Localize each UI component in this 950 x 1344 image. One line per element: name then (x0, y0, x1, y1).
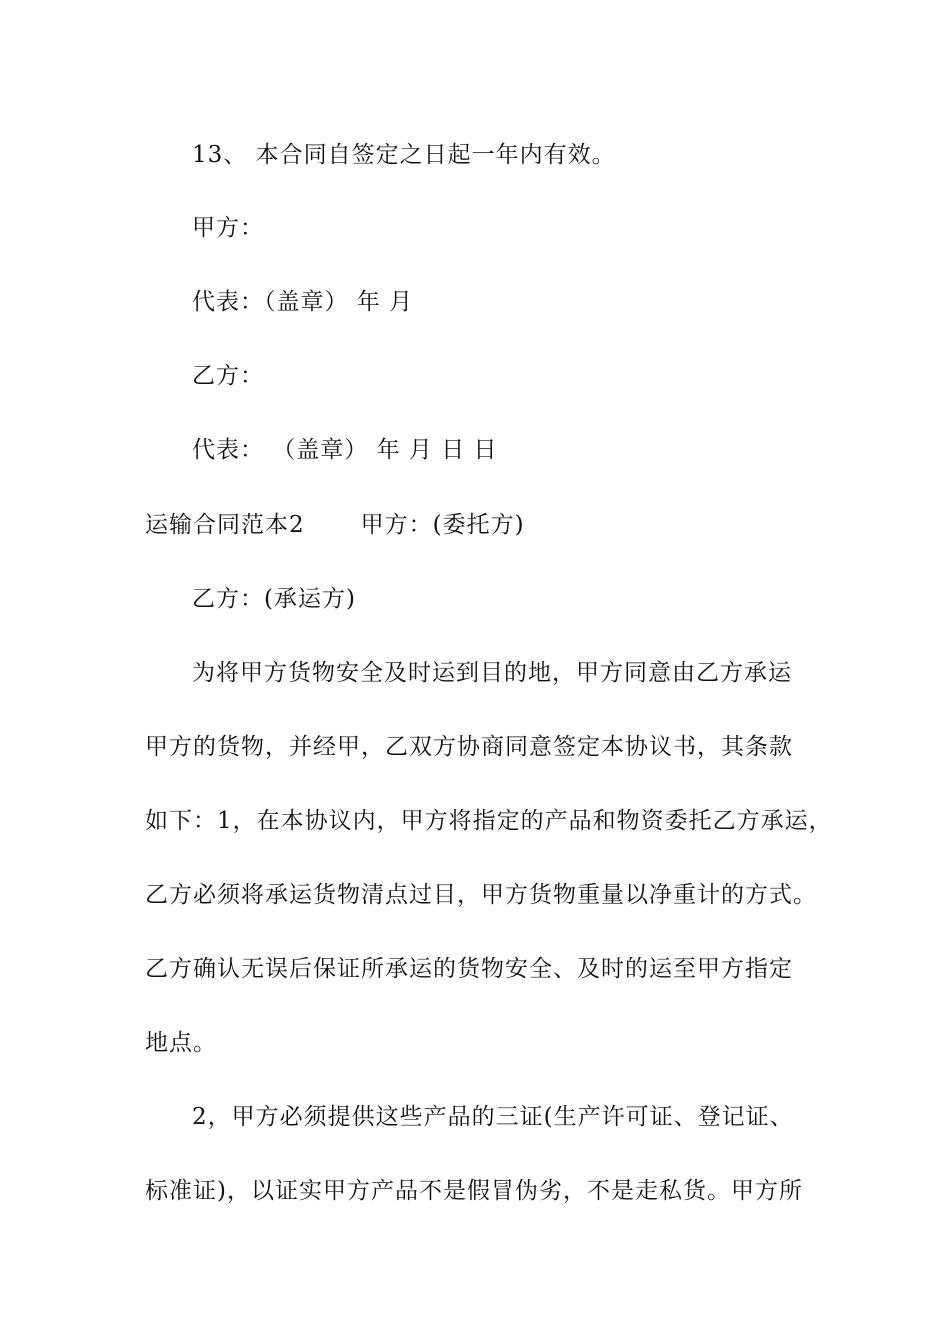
section-title: 运输合同范本2 (145, 512, 305, 538)
clause-13-text: 13、 本合同自签定之日起一年内有效。 (192, 142, 616, 168)
party-a-consignor: 甲方：(委托方) (360, 512, 525, 538)
section-title-line (145, 505, 825, 545)
paragraph-line: 地点。 (145, 1030, 217, 1056)
paragraph-line: 乙方必须将承运货物清点过目，甲方货物重量以净重计的方式。 (145, 882, 817, 908)
paragraph-line: 如下：1，在本协议内，甲方将指定的产品和物资委托乙方承运， (145, 808, 833, 834)
paragraph-line: 乙方确认无误后保证所承运的货物安全、及时的运至甲方指定 (145, 956, 793, 982)
party-b-carrier: 乙方：(承运方) (192, 586, 356, 612)
party-a-label: 甲方： (192, 215, 264, 241)
paragraph-line: 标准证)，以证实甲方产品不是假冒伪劣，不是走私货。甲方所 (145, 1178, 803, 1204)
paragraph-line: 为将甲方货物安全及时运到目的地，甲方同意由乙方承运 (192, 660, 792, 686)
paragraph-line: 2，甲方必须提供这些产品的三证(生产许可证、登记证、 (192, 1104, 794, 1130)
party-b-representative-line: 代表： （盖章） 年 月 日 日 (192, 437, 498, 463)
party-a-representative-line: 代表：（盖章） 年 月 (192, 289, 414, 315)
party-b-label: 乙方： (192, 363, 264, 389)
paragraph-line: 甲方的货物，并经甲，乙双方协商同意签定本协议书，其条款 (145, 734, 793, 760)
